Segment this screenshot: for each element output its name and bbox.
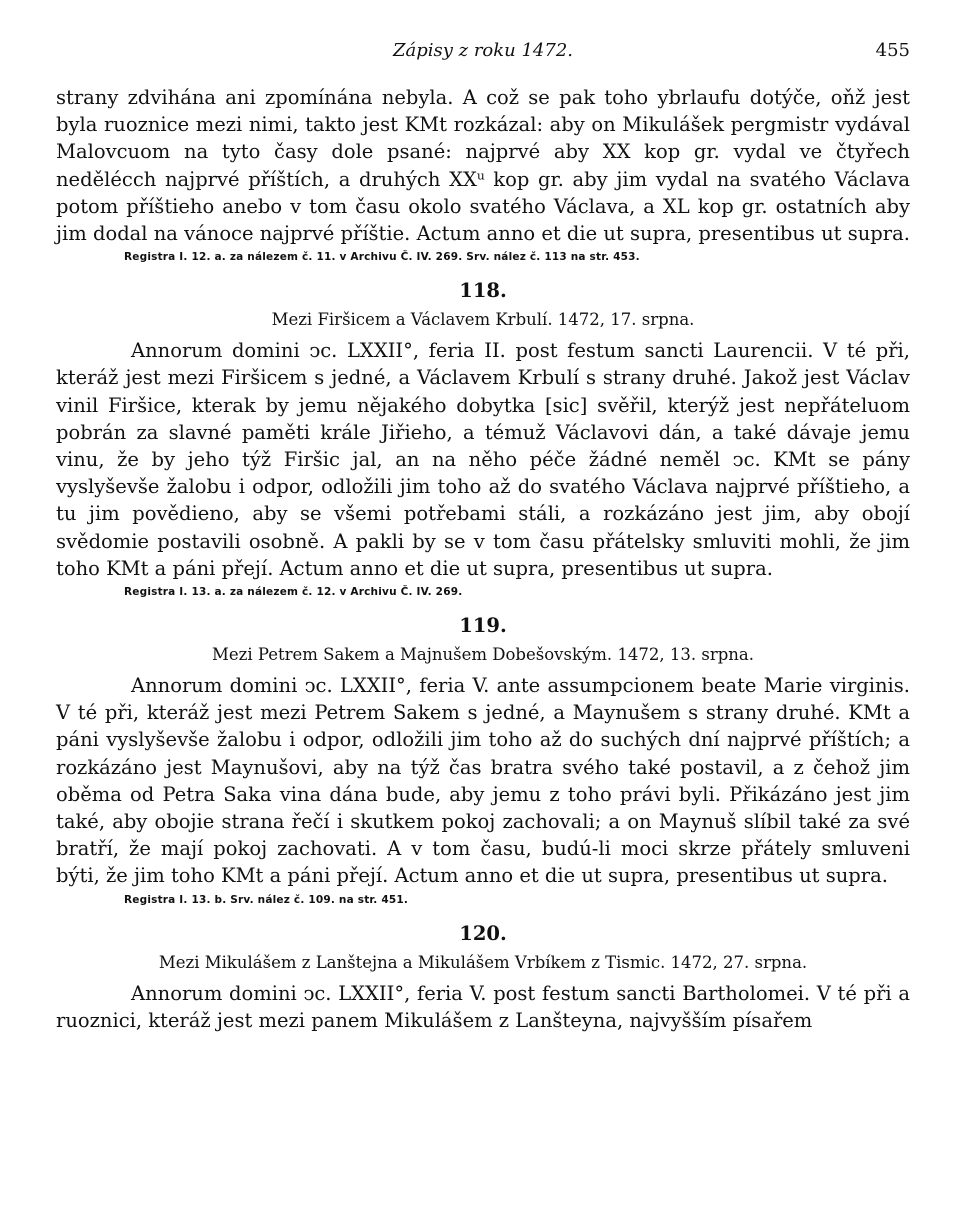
entry-paragraph: Annorum domini ↄc. LXXII°, feria V. ante assumpcionem beate Marie virginis. V té při, kteráž jest mezi Petrem Sakem s jedné, a Maynušem s strany druhé. KMt a páni vyslyševše žalobu i odpor, odložili jim toho až do suchých dní najprvé příštích; a rozkázáno jest Maynušovi, aby na týž čas bratra svého také postavil, a z čehož jim oběma od Petra Saka vina dána bude, aby jemu z toho právi byli. Přikázáno jest jim také, aby obojie strana řečí i skutkem pokoj zachovali; a on Maynuš slíbil také za své bratří, že mají pokoj zachovati. A v tom času, budú-li moci skrze přátely smluveni býti, že jim toho KMt a páni přejí. Actum anno et die ut supra, presentibus ut supra.: [56, 674, 910, 888]
source-note: Registra I. 13. b. Srv. nález č. 109. na str. 451.: [124, 893, 409, 906]
entry-number: 118.: [459, 279, 507, 303]
entry-heading: Mezi Firšicem a Václavem Krbulí. 1472, 17. srpna.: [271, 310, 695, 330]
source-note: Registra I. 13. a. za nálezem č. 12. v Archivu Č. IV. 269.: [124, 586, 463, 599]
entry-118: [56, 279, 910, 598]
entry-119: [56, 614, 910, 906]
entry-paragraph: Annorum domini ↄc. LXXII°, feria II. post festum sancti Laurencii. V té při, kteráž jest mezi Firšicem s jedné, a Václavem Krbulí s strany druhé. Jakož jest Václav vinil Firšice, kterak by jemu nějakého dobytka [sic] svěřil, kterýž jest nepřáteluom pobrán za slavné paměti krále Jiřieho, a témuž Václavovi dán, a také dávaje jemu vinu, že by jeho týž Firšic jal, an na něho péče žádné neměl ↄc. KMt se pány vyslyševše žalobu i odpor, odložili jim toho až do svatého Václava najprvé příštieho, a tu jim povědieno, aby se všemi potřebami stáli, a rozkázáno jest jim, aby obojí svědomie postavili osobně. A pakli by se v tom času přátelsky smluviti mohli, že jim toho KMt a páni přejí. Actum anno et die ut supra, presentibus ut supra.: [56, 339, 910, 580]
entry-heading: Mezi Mikulášem z Lanštejna a Mikulášem Vrbíkem z Tismic. 1472, 27. srpna.: [158, 952, 808, 972]
source-note: Registra I. 12. a. za nálezem č. 11. v Archivu Č. IV. 269. Srv. nález č. 113 na str. 453.: [124, 251, 640, 264]
page-number: 455: [875, 40, 910, 61]
running-title: Zápisy z roku 1472.: [392, 40, 574, 61]
continuation-paragraph: strany zdvihána ani zpomínána nebyla. A což se pak toho ybrlaufu dotýče, oňž jest byla ruoznice mezi nimi, takto jest KMt rozkázal: aby on Mikulášek pergmistr vydával Malovcuom na tyto časy dole psané: najprvé aby XX kop gr. vydal ve čtyřech nedělécch najprvé příštích, a druhých XXᵘ kop gr. aby jim vydal na svatého Václava potom příštieho anebo v tom času okolo svatého Václava, a XL kop gr. ostatních aby jim dodal na vánoce najprvé příštie. Actum anno et die ut supra, presentibus ut supra.: [56, 86, 910, 246]
document-page: [56, 40, 910, 1034]
running-header: [56, 40, 910, 70]
entry-paragraph: Annorum domini ↄc. LXXII°, feria V. post festum sancti Bartholomei. V té při a ruoznici, kteráž jest mezi panem Mikulášem z Lanšteyna, najvyšším písařem: [56, 981, 910, 1032]
entry-heading: Mezi Petrem Sakem a Majnušem Dobešovským. 1472, 13. srpna.: [211, 645, 754, 665]
entry-number: 120.: [459, 921, 507, 945]
entry-120: [56, 922, 910, 1034]
entry-number: 119.: [459, 614, 507, 638]
